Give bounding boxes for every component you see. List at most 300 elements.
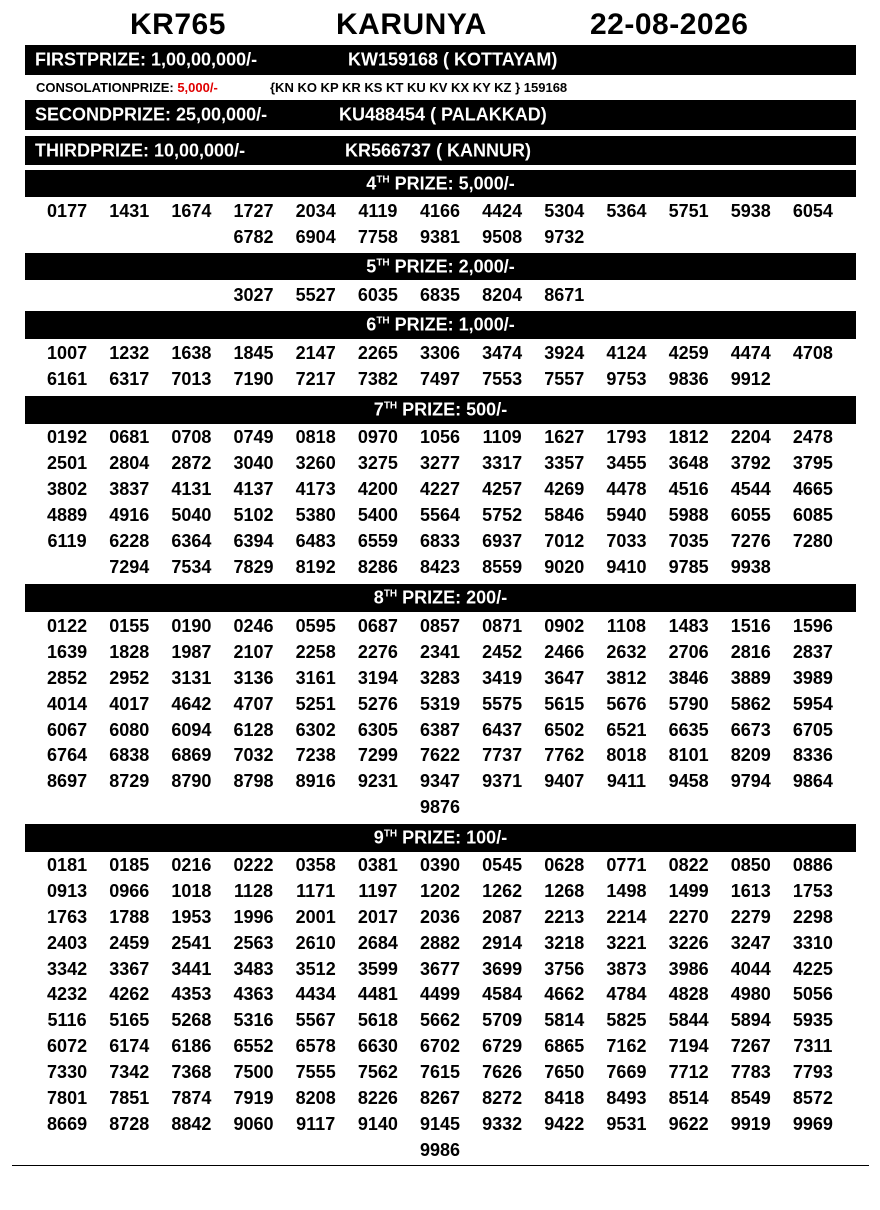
prize6-title <box>25 315 856 336</box>
prize-number: 8423 <box>419 557 461 577</box>
prize-number: 7497 <box>419 369 461 389</box>
prize-number: 4017 <box>109 693 150 714</box>
prize-number: 1793 <box>606 427 647 447</box>
prize-number: 3283 <box>419 667 461 688</box>
prize-number: 2452 <box>482 641 523 662</box>
prize-number: 7238 <box>295 745 336 766</box>
prize-number: 9060 <box>233 1113 274 1134</box>
prize-number: 6437 <box>482 719 523 740</box>
prize-number: 2632 <box>606 641 647 662</box>
prize-number: 6502 <box>544 719 585 740</box>
prize-number: 4916 <box>109 505 150 525</box>
prize-number: 9407 <box>544 771 585 792</box>
prize-number: 0681 <box>109 427 150 447</box>
prize-number: 2298 <box>792 906 833 927</box>
prize-number: 6302 <box>295 719 336 740</box>
prize-number: 5319 <box>419 693 461 714</box>
prize-number: 9458 <box>668 771 709 792</box>
prize-number: 9864 <box>792 771 833 792</box>
prize-number: 9986 <box>419 1139 461 1160</box>
prize-number: 6904 <box>295 227 336 247</box>
prize-number: 9508 <box>482 227 523 247</box>
prize-number: 7650 <box>544 1062 585 1083</box>
prize-number: 7615 <box>419 1062 461 1083</box>
prize-number: 2036 <box>419 906 461 927</box>
prize-number: 6559 <box>357 531 398 551</box>
draw-date: 22-08-2026 <box>590 8 749 41</box>
prize-number: 2466 <box>544 641 585 662</box>
prize7-title <box>25 400 856 421</box>
prize-number: 5618 <box>357 1010 398 1031</box>
prize-number: 7035 <box>668 531 709 551</box>
prize-number: 3889 <box>730 667 771 688</box>
prize-number: 6521 <box>606 719 647 740</box>
prize-number: 7557 <box>544 369 585 389</box>
prize-number: 5935 <box>792 1010 833 1031</box>
prize-number: 8729 <box>109 771 150 792</box>
prize-number: 4257 <box>482 479 523 499</box>
prize-number: 1516 <box>730 616 771 636</box>
prize5-title <box>25 256 856 277</box>
prize-number: 8493 <box>606 1088 647 1109</box>
prize-number: 1197 <box>358 880 398 901</box>
prize-number: 2270 <box>668 906 709 927</box>
prize9-title <box>25 828 856 849</box>
prize-number: 8336 <box>792 745 833 766</box>
prize-number: 4889 <box>47 505 88 525</box>
prize-number: 6705 <box>792 719 833 740</box>
prize4-numbers <box>36 198 844 250</box>
prize-number: 1788 <box>109 906 150 927</box>
prize-number: 2837 <box>792 641 833 662</box>
prize-number: 6729 <box>482 1036 523 1057</box>
prize-number: 4269 <box>544 479 585 499</box>
prize-number: 6937 <box>482 531 523 551</box>
prize-number: 3599 <box>357 958 398 979</box>
prize-number: 3317 <box>482 453 523 473</box>
prize-number: 7299 <box>357 745 398 766</box>
prize-number: 0628 <box>544 855 585 875</box>
prize-number: 4499 <box>419 984 461 1005</box>
prize-number: 2952 <box>109 667 150 688</box>
prize-number: 4014 <box>47 693 88 714</box>
prize-number: 3226 <box>668 932 709 953</box>
prize-number: 1108 <box>606 616 646 636</box>
prize-number: 6054 <box>792 201 833 221</box>
prize-number: 8842 <box>171 1113 212 1134</box>
prize-number: 2214 <box>606 906 647 927</box>
prize-number: 0155 <box>109 616 150 636</box>
prize9-numbers <box>36 852 844 1163</box>
prize4-bar <box>25 170 856 197</box>
prize-number: 0358 <box>295 855 336 875</box>
prize-number: 6364 <box>171 531 212 551</box>
prize-number: 8018 <box>606 745 647 766</box>
prize-number: 4166 <box>419 201 461 221</box>
prize-number: 3846 <box>668 667 709 688</box>
prize-number: 5527 <box>295 285 336 305</box>
prize-number: 2852 <box>47 667 88 688</box>
prize-number: 7626 <box>482 1062 523 1083</box>
prize4-label: PRIZE: 5,000/- <box>389 173 515 193</box>
prize-number: 0749 <box>233 427 274 447</box>
prize-number: 7294 <box>109 557 150 577</box>
prize-number: 1953 <box>171 906 212 927</box>
prize-number: 4665 <box>792 479 833 499</box>
prize-number: 7013 <box>171 369 212 389</box>
prize-number: 9117 <box>296 1113 336 1134</box>
first-prize-bar <box>25 45 856 75</box>
prize-number: 2087 <box>482 906 523 927</box>
prize-number: 9753 <box>606 369 647 389</box>
prize7-suffix: TH <box>383 400 398 412</box>
prize-number: 7032 <box>233 745 274 766</box>
prize-number: 0390 <box>419 855 461 875</box>
prize-number: 1987 <box>171 641 212 662</box>
prize-number: 7534 <box>171 557 212 577</box>
prize-number: 7342 <box>109 1062 150 1083</box>
prize-number: 6764 <box>47 745 88 766</box>
prize-number: 6228 <box>109 531 150 551</box>
bottom-divider <box>12 1165 869 1166</box>
prize-number: 3367 <box>109 958 150 979</box>
prize-number: 7801 <box>47 1088 88 1109</box>
prize-number: 4584 <box>482 984 523 1005</box>
prize-number: 9876 <box>419 797 461 818</box>
prize-number: 7162 <box>606 1036 647 1057</box>
prize-number: 7669 <box>606 1062 647 1083</box>
prize-number: 6305 <box>357 719 398 740</box>
prize-number: 0185 <box>109 855 150 875</box>
prize-number: 8559 <box>482 557 523 577</box>
prize-number: 1627 <box>544 427 585 447</box>
prize-number: 3474 <box>482 343 523 363</box>
prize-number: 7737 <box>482 745 523 766</box>
third-prize-bar <box>25 136 856 165</box>
prize-number: 7762 <box>544 745 585 766</box>
prize-number: 8101 <box>668 745 709 766</box>
prize-number: 4044 <box>730 958 771 979</box>
prize-number: 6394 <box>233 531 274 551</box>
prize-number: 3986 <box>668 958 709 979</box>
prize-number: 1171 <box>296 880 336 901</box>
prize-number: 3756 <box>544 958 585 979</box>
prize-number: 5615 <box>544 693 585 714</box>
prize-number: 3247 <box>730 932 771 953</box>
prize-number: 2001 <box>295 906 336 927</box>
prize-number: 3040 <box>233 453 274 473</box>
prize-number: 1232 <box>109 343 150 363</box>
prize-number: 5567 <box>295 1010 336 1031</box>
prize-number: 1596 <box>792 616 833 636</box>
prize-number: 7712 <box>668 1062 709 1083</box>
prize-number: 3792 <box>730 453 771 473</box>
prize-number: 0122 <box>47 616 88 636</box>
prize-number: 6317 <box>109 369 150 389</box>
prize-number: 3419 <box>482 667 523 688</box>
prize9-ordinal: 9 <box>373 827 384 848</box>
prize-number: 6838 <box>109 745 150 766</box>
prize-number: 2882 <box>419 932 461 953</box>
prize-number: 4262 <box>109 984 150 1005</box>
prize-number: 9785 <box>668 557 709 577</box>
prize-number: 5940 <box>606 505 647 525</box>
prize-number: 5862 <box>730 693 771 714</box>
prize-number: 4474 <box>730 343 771 363</box>
prize-number: 2403 <box>47 932 88 953</box>
prize-number: 5564 <box>419 505 461 525</box>
prize-number: 0708 <box>171 427 212 447</box>
prize-number: 9622 <box>668 1113 709 1134</box>
prize-number: 4544 <box>730 479 771 499</box>
consolation-amount: 5,000/- <box>177 80 218 95</box>
prize-number: 3812 <box>606 667 647 688</box>
second-prize-winner: KU488454 ( PALAKKAD) <box>339 104 547 125</box>
prize-number: 3027 <box>233 285 274 305</box>
prize-number: 1431 <box>109 201 150 221</box>
prize-number: 0771 <box>606 855 647 875</box>
prize-number: 5751 <box>668 201 709 221</box>
prize-number: 6552 <box>233 1036 274 1057</box>
prize-number: 5988 <box>668 505 709 525</box>
prize-number: 9231 <box>357 771 398 792</box>
prize6-numbers <box>36 340 844 392</box>
third-prize-label: THIRDPRIZE: 10,00,000/- <box>35 140 246 160</box>
prize-number: 4173 <box>295 479 336 499</box>
prize4-ordinal: 4 <box>366 173 377 193</box>
prize-number: 2341 <box>419 641 461 662</box>
prize-number: 9371 <box>482 771 523 792</box>
consolation-series: {KN KO KP KR KS KT KU KV KX KY KZ } 159168 <box>270 80 568 95</box>
prize-number: 7033 <box>606 531 647 551</box>
prize-number: 5040 <box>171 505 212 525</box>
prize-number: 3441 <box>171 958 212 979</box>
prize-number: 3837 <box>109 479 150 499</box>
prize-number: 3221 <box>606 932 647 953</box>
prize-number: 2684 <box>357 932 398 953</box>
prize-number: 8549 <box>730 1088 771 1109</box>
prize-number: 8226 <box>357 1088 398 1109</box>
prize-number: 9794 <box>730 771 771 792</box>
prize-number: 7622 <box>419 745 461 766</box>
prize-number: 0595 <box>295 616 336 636</box>
prize-number: 8208 <box>295 1088 336 1109</box>
prize8-numbers <box>36 613 844 820</box>
consolation-prize-row <box>36 80 568 95</box>
prize-number: 3873 <box>606 958 647 979</box>
prize-number: 1499 <box>668 880 709 901</box>
prize-number: 2478 <box>792 427 833 447</box>
result-header <box>0 8 880 46</box>
prize-number: 3483 <box>233 958 274 979</box>
prize-number: 6869 <box>171 745 212 766</box>
prize9-bar <box>25 824 856 852</box>
prize5-ordinal: 5 <box>366 256 377 276</box>
prize-number: 9347 <box>419 771 461 792</box>
prize-number: 6578 <box>295 1036 336 1057</box>
prize-number: 0970 <box>357 427 398 447</box>
prize-number: 2459 <box>109 932 150 953</box>
first-prize-winner: KW159168 ( KOTTAYAM) <box>348 49 558 70</box>
prize-number: 0966 <box>109 880 150 901</box>
prize-number: 5316 <box>233 1010 274 1031</box>
prize-number: 5846 <box>544 505 585 525</box>
prize-number: 7280 <box>792 531 833 551</box>
prize-number: 7276 <box>730 531 771 551</box>
prize-number: 7190 <box>233 369 274 389</box>
prize-number: 3647 <box>544 667 585 688</box>
prize-number: 9381 <box>419 227 461 247</box>
prize-number: 1109 <box>482 427 522 447</box>
prize-number: 4363 <box>233 984 274 1005</box>
prize-number: 6072 <box>47 1036 88 1057</box>
prize-number: 0850 <box>730 855 771 875</box>
third-prize-winner: KR566737 ( KANNUR) <box>345 140 532 160</box>
prize-number: 1753 <box>792 880 833 901</box>
prize8-ordinal: 8 <box>373 587 384 608</box>
prize-number: 7783 <box>730 1062 771 1083</box>
prize-number: 4259 <box>668 343 709 363</box>
prize-number: 9422 <box>544 1113 585 1134</box>
prize-number: 2017 <box>357 906 398 927</box>
lottery-name: KARUNYA <box>336 8 487 41</box>
prize-number: 1845 <box>233 343 274 363</box>
prize-number: 3699 <box>482 958 523 979</box>
prize-number: 5056 <box>792 984 833 1005</box>
prize-number: 5251 <box>295 693 336 714</box>
prize-number: 1638 <box>171 343 212 363</box>
prize-number: 9140 <box>357 1113 398 1134</box>
prize-number: 2147 <box>295 343 336 363</box>
prize-number: 9732 <box>544 227 585 247</box>
prize-number: 4131 <box>171 479 212 499</box>
prize-number: 2107 <box>233 641 274 662</box>
prize-number: 6094 <box>171 719 212 740</box>
prize-number: 3310 <box>792 932 833 953</box>
prize-number: 0190 <box>171 616 212 636</box>
prize-number: 7368 <box>171 1062 212 1083</box>
prize-number: 5894 <box>730 1010 771 1031</box>
prize-number: 4708 <box>792 343 833 363</box>
prize-number: 1007 <box>47 343 88 363</box>
prize-number: 9912 <box>730 369 771 389</box>
prize-number: 4353 <box>171 984 212 1005</box>
prize-number: 7555 <box>295 1062 336 1083</box>
prize-number: 5814 <box>544 1010 585 1031</box>
prize-number: 3795 <box>792 453 833 473</box>
prize-number: 2204 <box>730 427 771 447</box>
prize-number: 6483 <box>295 531 336 551</box>
prize-number: 7851 <box>109 1088 150 1109</box>
prize-number: 0222 <box>233 855 274 875</box>
prize8-label: PRIZE: 200/- <box>397 587 508 608</box>
prize-number: 8798 <box>233 771 274 792</box>
prize-number: 4137 <box>233 479 274 499</box>
prize-number: 1674 <box>171 201 212 221</box>
prize8-suffix: TH <box>383 588 398 600</box>
prize4-suffix: TH <box>376 174 390 185</box>
prize-number: 9410 <box>606 557 647 577</box>
prize-number: 4662 <box>544 984 585 1005</box>
prize-number: 3989 <box>792 667 833 688</box>
prize-number: 8209 <box>730 745 771 766</box>
prize-number: 6161 <box>47 369 88 389</box>
prize-number: 1018 <box>171 880 212 901</box>
prize-number: 5752 <box>482 505 523 525</box>
prize-number: 5102 <box>233 505 274 525</box>
prize-number: 1828 <box>109 641 150 662</box>
prize-number: 6119 <box>47 531 87 551</box>
prize8-bar <box>25 584 856 612</box>
prize-number: 1128 <box>234 880 274 901</box>
prize-number: 7311 <box>793 1036 833 1057</box>
prize-number: 6085 <box>792 505 833 525</box>
prize-number: 7330 <box>47 1062 88 1083</box>
prize6-label: PRIZE: 1,000/- <box>389 314 515 335</box>
prize-number: 2276 <box>357 641 398 662</box>
prize-number: 8790 <box>171 771 212 792</box>
prize-number: 4200 <box>357 479 398 499</box>
prize-number: 1727 <box>233 201 274 221</box>
prize-number: 9969 <box>792 1113 833 1134</box>
prize-number: 0818 <box>295 427 336 447</box>
prize-number: 4119 <box>358 201 398 221</box>
prize-number: 8418 <box>544 1088 585 1109</box>
prize-number: 6186 <box>171 1036 212 1057</box>
prize-number: 8728 <box>109 1113 150 1134</box>
prize-number: 4828 <box>668 984 709 1005</box>
prize-number: 6635 <box>668 719 709 740</box>
prize-number: 6387 <box>419 719 461 740</box>
prize-number: 0822 <box>668 855 709 875</box>
consolation-label: CONSOLATIONPRIZE: <box>36 80 174 95</box>
prize-number: 1056 <box>419 427 461 447</box>
prize-number: 7874 <box>171 1088 212 1109</box>
prize-number: 0913 <box>47 880 88 901</box>
prize-number: 7562 <box>357 1062 398 1083</box>
prize-number: 0192 <box>47 427 88 447</box>
prize-number: 6630 <box>357 1036 398 1057</box>
prize9-suffix: TH <box>383 828 398 840</box>
prize-number: 8572 <box>792 1088 833 1109</box>
prize7-numbers <box>36 424 844 580</box>
prize-number: 0687 <box>357 616 398 636</box>
prize-number: 2563 <box>233 932 274 953</box>
prize-number: 4225 <box>792 958 833 979</box>
prize-number: 0216 <box>171 855 212 875</box>
prize-number: 8267 <box>419 1088 461 1109</box>
prize9-label: PRIZE: 100/- <box>397 827 508 848</box>
prize-number: 9938 <box>730 557 771 577</box>
prize-number: 2034 <box>295 201 336 221</box>
prize7-label: PRIZE: 500/- <box>397 399 508 420</box>
prize-number: 2265 <box>357 343 398 363</box>
prize-number: 5825 <box>606 1010 647 1031</box>
prize-number: 0857 <box>419 616 461 636</box>
prize-number: 5662 <box>419 1010 461 1031</box>
prize4-title <box>25 173 856 194</box>
prize-number: 6128 <box>233 719 274 740</box>
prize-number: 1202 <box>419 880 461 901</box>
prize-number: 4232 <box>47 984 88 1005</box>
prize-number: 1639 <box>47 641 88 662</box>
prize-number: 7793 <box>792 1062 833 1083</box>
prize-number: 9836 <box>668 369 709 389</box>
prize-number: 4516 <box>668 479 709 499</box>
prize-number: 2872 <box>171 453 212 473</box>
prize-number: 1763 <box>47 906 88 927</box>
prize6-bar <box>25 311 856 339</box>
